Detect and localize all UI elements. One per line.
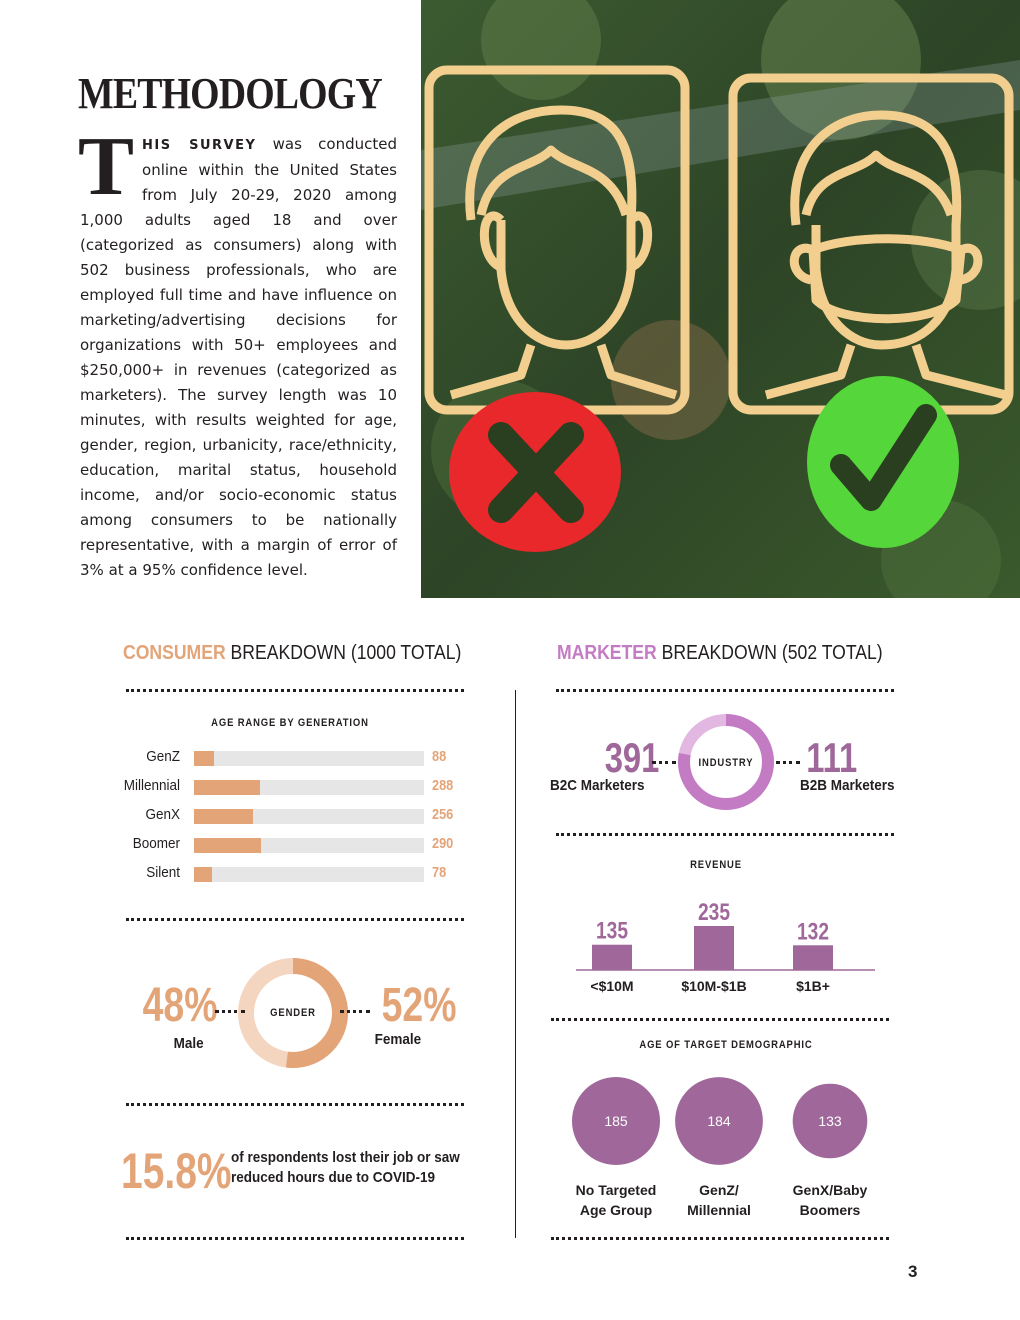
bar-value: 288 (432, 777, 454, 794)
mask-sign-photo (421, 0, 1020, 598)
female-percentage: 52% (381, 979, 457, 1032)
divider (551, 1237, 889, 1240)
bar (194, 751, 214, 766)
page-number: 3 (908, 1262, 918, 1281)
target-demographic-title: AGE OF TARGET DEMOGRAPHIC (639, 1039, 813, 1051)
bar-track (194, 751, 424, 766)
bar-track (194, 867, 424, 882)
bar (194, 867, 212, 882)
b2c-label: B2C Marketers (550, 777, 645, 794)
column-separator (515, 690, 516, 1238)
revenue-bar-chart (570, 890, 880, 1000)
male-label: Male (173, 1035, 204, 1052)
b2b-value: 111 (806, 734, 858, 781)
age-range-title: AGE RANGE BY GENERATION (211, 717, 369, 729)
industry-center-label: INDUSTRY (698, 757, 754, 769)
covid-percentage: 15.8% (121, 1143, 232, 1199)
gender-center-label: GENDER (270, 1007, 316, 1019)
bar-label: GenZ (146, 748, 180, 765)
revenue-value: 135 (595, 916, 629, 945)
revenue-title: REVENUE (690, 859, 742, 871)
revenue-bar (793, 945, 833, 970)
b2c-value: 391 (604, 734, 660, 781)
divider (126, 689, 464, 692)
revenue-category: $10M-$1B (681, 978, 747, 994)
lead-in: HIS SURVEY (142, 138, 257, 153)
divider (126, 1237, 464, 1240)
bar-track (194, 809, 424, 824)
bubble-value: 184 (707, 1113, 731, 1129)
target-demographic-bubbles (555, 1070, 895, 1230)
divider (556, 833, 894, 836)
bubble-value: 185 (604, 1113, 628, 1129)
connector (652, 761, 676, 764)
bar-value: 78 (432, 864, 447, 881)
revenue-value: 132 (796, 917, 830, 945)
bubble-label: GenX/Baby Boomers (792, 1182, 868, 1218)
revenue-category: $1B+ (796, 978, 830, 994)
mask-sign-illustration (421, 0, 1020, 598)
drop-cap: T (78, 120, 135, 213)
bubble-value: 133 (818, 1113, 842, 1129)
connector (340, 1010, 370, 1013)
divider (551, 1018, 889, 1021)
bar-label: Millennial (123, 777, 180, 794)
marketer-header: MARKETER BREAKDOWN (502 TOTAL) (557, 642, 883, 664)
connector (776, 761, 800, 764)
bar-track (194, 780, 424, 795)
methodology-paragraph (78, 120, 398, 583)
covid-text-line1: of respondents lost their job or saw (231, 1149, 460, 1166)
bar (194, 780, 260, 795)
bar-label: Silent (146, 864, 180, 881)
consumer-header: CONSUMER BREAKDOWN (1000 TOTAL) (123, 642, 462, 664)
female-label: Female (374, 1031, 422, 1048)
divider (126, 918, 464, 921)
bar (194, 838, 261, 853)
bar-value: 290 (432, 835, 454, 852)
bar-value: 88 (432, 748, 447, 765)
bar-track (194, 838, 424, 853)
covid-text-line2: reduced hours due to COVID-19 (231, 1169, 436, 1186)
bar-label: Boomer (132, 835, 180, 852)
divider (126, 1103, 464, 1106)
revenue-value: 235 (697, 897, 731, 926)
revenue-bar (592, 945, 632, 970)
methodology-body: was conducted online within the United States from July 20-29, 2020 among 1,000 adults aged 18 and over (categorized as consumers) along with 502 business professionals, who are employed full time and have influence on marketing/advertising decisions for organizations with 50+ employees and $250,000+ in revenues (categorized as marketers). The survey length was 10 minutes, with results weighted for age, gender, region, urbanicity, race/ethnicity, education, marital status, household income, and/or socio-economic status among consumers to be nationally representative, with a margin of error of 3% at a 95% confidence level. (80, 135, 398, 579)
connector (215, 1010, 245, 1013)
divider (556, 689, 894, 692)
male-percentage: 48% (142, 979, 218, 1032)
bar-label: GenX (145, 806, 180, 823)
bar-value: 256 (432, 806, 454, 823)
bubble-label: GenZ/ Millennial (687, 1182, 751, 1218)
revenue-category: <$10M (590, 978, 634, 994)
bar (194, 809, 253, 824)
revenue-bar (694, 926, 734, 970)
page-title: METHODOLOGY (78, 69, 382, 118)
b2b-label: B2B Marketers (800, 777, 895, 794)
bubble-label: No Targeted Age Group (575, 1182, 657, 1218)
